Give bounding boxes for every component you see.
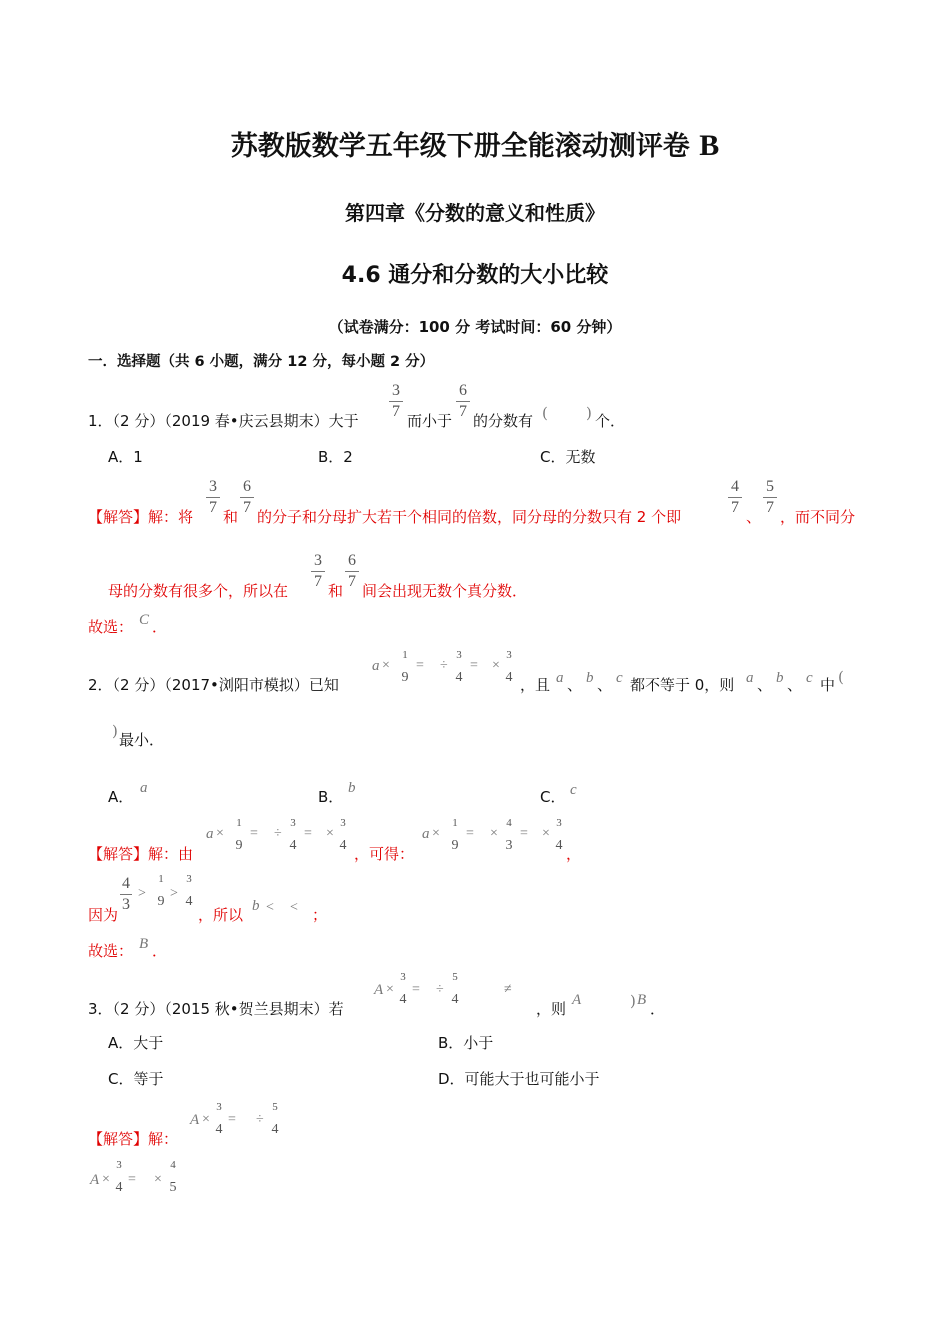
q3-option-a[interactable]: A．大于 <box>108 1034 164 1052</box>
q3-answer-equation-2 <box>88 1158 198 1202</box>
fraction-1-9 <box>234 818 244 853</box>
q1-answer-fraction-4 <box>763 479 777 516</box>
title-letter: B <box>699 129 720 162</box>
fraction-numerator: 3 <box>216 1101 222 1113</box>
q1-stem-prefix: 1．（2 分）（2019 春•庆云县期末）大于 <box>88 412 359 430</box>
fraction-numerator: 1 <box>236 817 242 829</box>
equals-sign: = <box>250 826 258 841</box>
fraction-numerator: 3 <box>556 817 562 829</box>
q1-choose-value: C <box>139 612 150 628</box>
q1-blank-close: ) <box>586 404 592 422</box>
q2-answer-equation-2 <box>420 818 570 858</box>
fraction-3-4 <box>184 874 194 909</box>
var-A: A <box>374 982 384 998</box>
fraction-denominator: 4 <box>289 838 297 853</box>
fraction-denominator: 4 <box>339 838 347 853</box>
q3-stem-prefix: 3．（2 分）（2015 秋•贺兰县期末）若 <box>88 1000 344 1018</box>
less-than: < <box>290 900 298 915</box>
q2-semicolon: ； <box>312 906 328 924</box>
q1-stem-suffix: 的分数有 <box>473 412 534 430</box>
fraction-numerator: 4 <box>731 478 739 495</box>
q2-stem-text1: 都不等于 0，则 <box>630 676 735 694</box>
times-sign: × <box>382 658 390 673</box>
q2-because: 因为 <box>88 906 119 924</box>
exam-meta: （试卷满分：100 分 考试时间：60 分钟） <box>328 318 622 336</box>
times-sign: × <box>326 826 334 841</box>
separator: 、 <box>567 676 583 694</box>
equals-sign: = <box>416 658 424 673</box>
fraction-denominator: 9 <box>451 838 459 853</box>
q2-answer-mid: ，可得： <box>354 845 415 863</box>
q2-so: ，所以 <box>198 906 244 924</box>
fraction-5-4 <box>270 1102 280 1137</box>
fraction-numerator: 3 <box>506 649 512 661</box>
fraction-denominator: 7 <box>348 573 356 590</box>
fraction-3-4 <box>214 1102 224 1137</box>
q2-answer-equation-1 <box>204 818 354 858</box>
times-sign: × <box>386 982 394 997</box>
page-title <box>0 124 950 163</box>
q2-option-a-value[interactable]: a <box>140 780 148 796</box>
equals-sign: = <box>520 826 528 841</box>
fraction-numerator: 3 <box>116 1159 122 1171</box>
q2-option-c-value[interactable]: c <box>570 782 577 798</box>
fraction-denominator: 4 <box>215 1122 223 1137</box>
fraction-numerator: 6 <box>243 478 251 495</box>
q2-option-a-label[interactable]: A． <box>108 788 134 806</box>
q3-stem-end: ． <box>650 1000 666 1018</box>
fraction-numerator: 4 <box>170 1159 176 1171</box>
q1-answer-l2-fraction-1 <box>311 553 325 590</box>
divide-sign: ÷ <box>274 826 282 841</box>
fraction-4-5 <box>168 1160 178 1195</box>
fraction-numerator: 1 <box>158 873 164 885</box>
q1-choose-label: 故选： <box>88 618 134 636</box>
fraction-denominator: 7 <box>314 573 322 590</box>
q1-blank-open: ( <box>542 404 548 422</box>
fraction-denominator: 4 <box>115 1180 123 1195</box>
q2-stem-prefix: 2．（2 分）（2017•浏阳市模拟）已知 <box>88 676 339 694</box>
fraction-1-9 <box>450 818 460 853</box>
var-A: A <box>572 992 582 1008</box>
q1-answer-l2-fraction-2 <box>345 553 359 590</box>
fraction-3-4 <box>454 650 464 685</box>
q2-answer-end: ， <box>566 845 582 863</box>
q3-option-c[interactable]: C．等于 <box>108 1070 164 1088</box>
var-A: A <box>190 1112 200 1128</box>
q2-equation <box>370 650 520 690</box>
equals-sign: = <box>470 658 478 673</box>
q1-option-c[interactable]: C．无数 <box>540 448 596 466</box>
fraction-denominator: 4 <box>455 670 463 685</box>
times-sign: × <box>102 1172 110 1187</box>
fraction-denominator: 5 <box>169 1180 177 1195</box>
q1-option-a[interactable]: A．1 <box>108 448 143 466</box>
equals-sign: = <box>228 1112 236 1127</box>
var-c: c <box>616 670 623 686</box>
equals-sign: = <box>128 1172 136 1187</box>
fraction-3-4 <box>114 1160 124 1195</box>
times-sign: × <box>216 826 224 841</box>
fraction-numerator: 5 <box>766 478 774 495</box>
fraction-4-3 <box>120 876 132 913</box>
q2-inequality <box>118 874 198 914</box>
q1-answer-fraction-1 <box>206 479 220 516</box>
fraction-denominator: 4 <box>271 1122 279 1137</box>
less-than: < <box>266 900 274 915</box>
separator: 、 <box>597 676 613 694</box>
lesson-title: 4.6 通分和分数的大小比较 <box>341 263 609 288</box>
q1-answer-fraction-2 <box>240 479 254 516</box>
fraction-denominator: 7 <box>243 499 251 516</box>
fraction-denominator: 7 <box>731 499 739 516</box>
q2-blank-open: ( <box>838 668 844 686</box>
times-sign: × <box>542 826 550 841</box>
equals-sign: = <box>466 826 474 841</box>
var-a: a <box>372 658 380 674</box>
fraction-numerator: 3 <box>209 478 217 495</box>
fraction-numerator: 1 <box>402 649 408 661</box>
fraction-numerator: 3 <box>314 552 322 569</box>
q1-fraction-2 <box>456 383 470 420</box>
q1-answer-text-1: 的分子和分母扩大若干个相同的倍数，同分母的分数只有 2 个即 <box>257 508 682 526</box>
fraction-denominator: 9 <box>157 894 165 909</box>
fraction-numerator: 3 <box>400 971 406 983</box>
q1-choose-end: ． <box>152 618 168 636</box>
fraction-denominator: 7 <box>209 499 217 516</box>
times-sign: × <box>154 1172 162 1187</box>
q1-stem-mid: 而小于 <box>407 412 453 430</box>
fraction-denominator: 4 <box>185 894 193 909</box>
q3-option-d[interactable]: D．可能大于也可能小于 <box>438 1070 600 1088</box>
fraction-numerator: 4 <box>506 817 512 829</box>
q2-answer-label: 【解答】解：由 <box>88 845 194 863</box>
fraction-3-4 <box>338 818 348 853</box>
fraction-numerator: 5 <box>452 971 458 983</box>
fraction-3-4 <box>504 650 514 685</box>
fraction-denominator: 7 <box>392 403 400 420</box>
q1-answer-l2-and: 和 <box>328 582 344 600</box>
fraction-numerator: 5 <box>272 1101 278 1113</box>
fraction-numerator: 4 <box>122 875 130 892</box>
chapter-title: 第四章《分数的意义和性质》 <box>345 201 605 225</box>
q2-option-b-label[interactable]: B． <box>318 788 344 806</box>
q2-stem-mid: ，且 <box>520 676 551 694</box>
q1-answer-line2b: 间会出现无数个真分数． <box>362 582 528 600</box>
divide-sign: ÷ <box>256 1112 264 1127</box>
fraction-3-4 <box>554 818 564 853</box>
fraction-denominator: 9 <box>401 670 409 685</box>
fraction-denominator: 9 <box>235 838 243 853</box>
equals-sign: = <box>412 982 420 997</box>
fraction-numerator: 1 <box>452 817 458 829</box>
q3-answer-equation-1 <box>188 1102 298 1142</box>
var-b: b <box>252 898 260 914</box>
q2-blank-close: ) <box>112 722 118 740</box>
q2-choose-label: 故选： <box>88 942 134 960</box>
equals-sign: = <box>304 826 312 841</box>
fraction-4-3 <box>504 818 514 853</box>
fraction-denominator: 3 <box>505 838 513 853</box>
var-a: a <box>206 826 214 842</box>
title-main: 苏教版数学五年级下册全能滚动测评卷 <box>230 131 690 162</box>
fraction-denominator: 4 <box>399 992 407 1007</box>
fraction-denominator: 4 <box>555 838 563 853</box>
q1-answer-label: 【解答】解：将 <box>88 508 194 526</box>
q1-option-b[interactable]: B．2 <box>318 448 353 466</box>
var-b: b <box>776 670 784 686</box>
q1-stem-end: 个． <box>595 412 626 430</box>
q2-stem-text2: 中 <box>820 676 836 694</box>
fraction-denominator: 7 <box>459 403 467 420</box>
q2-choose-value: B <box>139 936 149 952</box>
section-heading: 一．选择题（共 6 小题，满分 12 分，每小题 2 分） <box>88 354 435 370</box>
q1-answer-line2a: 母的分数有很多个，所以在 <box>108 582 289 600</box>
var-a: a <box>422 826 430 842</box>
not-equal-sign: ≠ <box>504 982 512 997</box>
separator: 、 <box>787 676 803 694</box>
q1-answer-fraction-3 <box>728 479 742 516</box>
q2-option-b-value[interactable]: b <box>348 780 356 796</box>
fraction-numerator: 3 <box>340 817 346 829</box>
separator: 、 <box>757 676 773 694</box>
times-sign: × <box>492 658 500 673</box>
fraction-5-4 <box>450 972 460 1007</box>
var-A: A <box>90 1172 100 1188</box>
q1-answer-sep: 、 <box>746 508 762 526</box>
fraction-denominator: 4 <box>505 670 513 685</box>
q2-stem-text3: 最小． <box>119 731 165 749</box>
divide-sign: ÷ <box>440 658 448 673</box>
q2-choose-end: ． <box>152 942 168 960</box>
fraction-numerator: 3 <box>456 649 462 661</box>
q2-option-c-label[interactable]: C． <box>540 788 566 806</box>
q1-fraction-1 <box>389 383 403 420</box>
fraction-numerator: 3 <box>290 817 296 829</box>
q3-option-b[interactable]: B．小于 <box>438 1034 494 1052</box>
var-a: a <box>746 670 754 686</box>
times-sign: × <box>202 1112 210 1127</box>
q3-blank-close: ) <box>630 992 636 1010</box>
fraction-denominator: 7 <box>766 499 774 516</box>
fraction-3-4 <box>288 818 298 853</box>
times-sign: × <box>432 826 440 841</box>
divide-sign: ÷ <box>436 982 444 997</box>
times-sign: × <box>490 826 498 841</box>
fraction-numerator: 6 <box>348 552 356 569</box>
fraction-numerator: 3 <box>392 382 400 399</box>
greater-than: > <box>138 886 146 901</box>
q1-answer-and: 和 <box>223 508 239 526</box>
fraction-1-9 <box>156 874 166 909</box>
fraction-numerator: 6 <box>459 382 467 399</box>
greater-than: > <box>170 886 178 901</box>
var-b: b <box>586 670 594 686</box>
fraction-denominator: 4 <box>451 992 459 1007</box>
var-a: a <box>556 670 564 686</box>
q1-answer-text-2: ，而不同分 <box>780 508 856 526</box>
q3-equation <box>372 972 522 1012</box>
fraction-denominator: 3 <box>122 896 130 913</box>
fraction-1-9 <box>400 650 410 685</box>
q3-stem-then: ，则 <box>536 1000 567 1018</box>
fraction-3-4 <box>398 972 408 1007</box>
q3-answer-label: 【解答】解： <box>88 1130 179 1148</box>
var-B: B <box>637 992 647 1008</box>
fraction-numerator: 3 <box>186 873 192 885</box>
var-c: c <box>806 670 813 686</box>
